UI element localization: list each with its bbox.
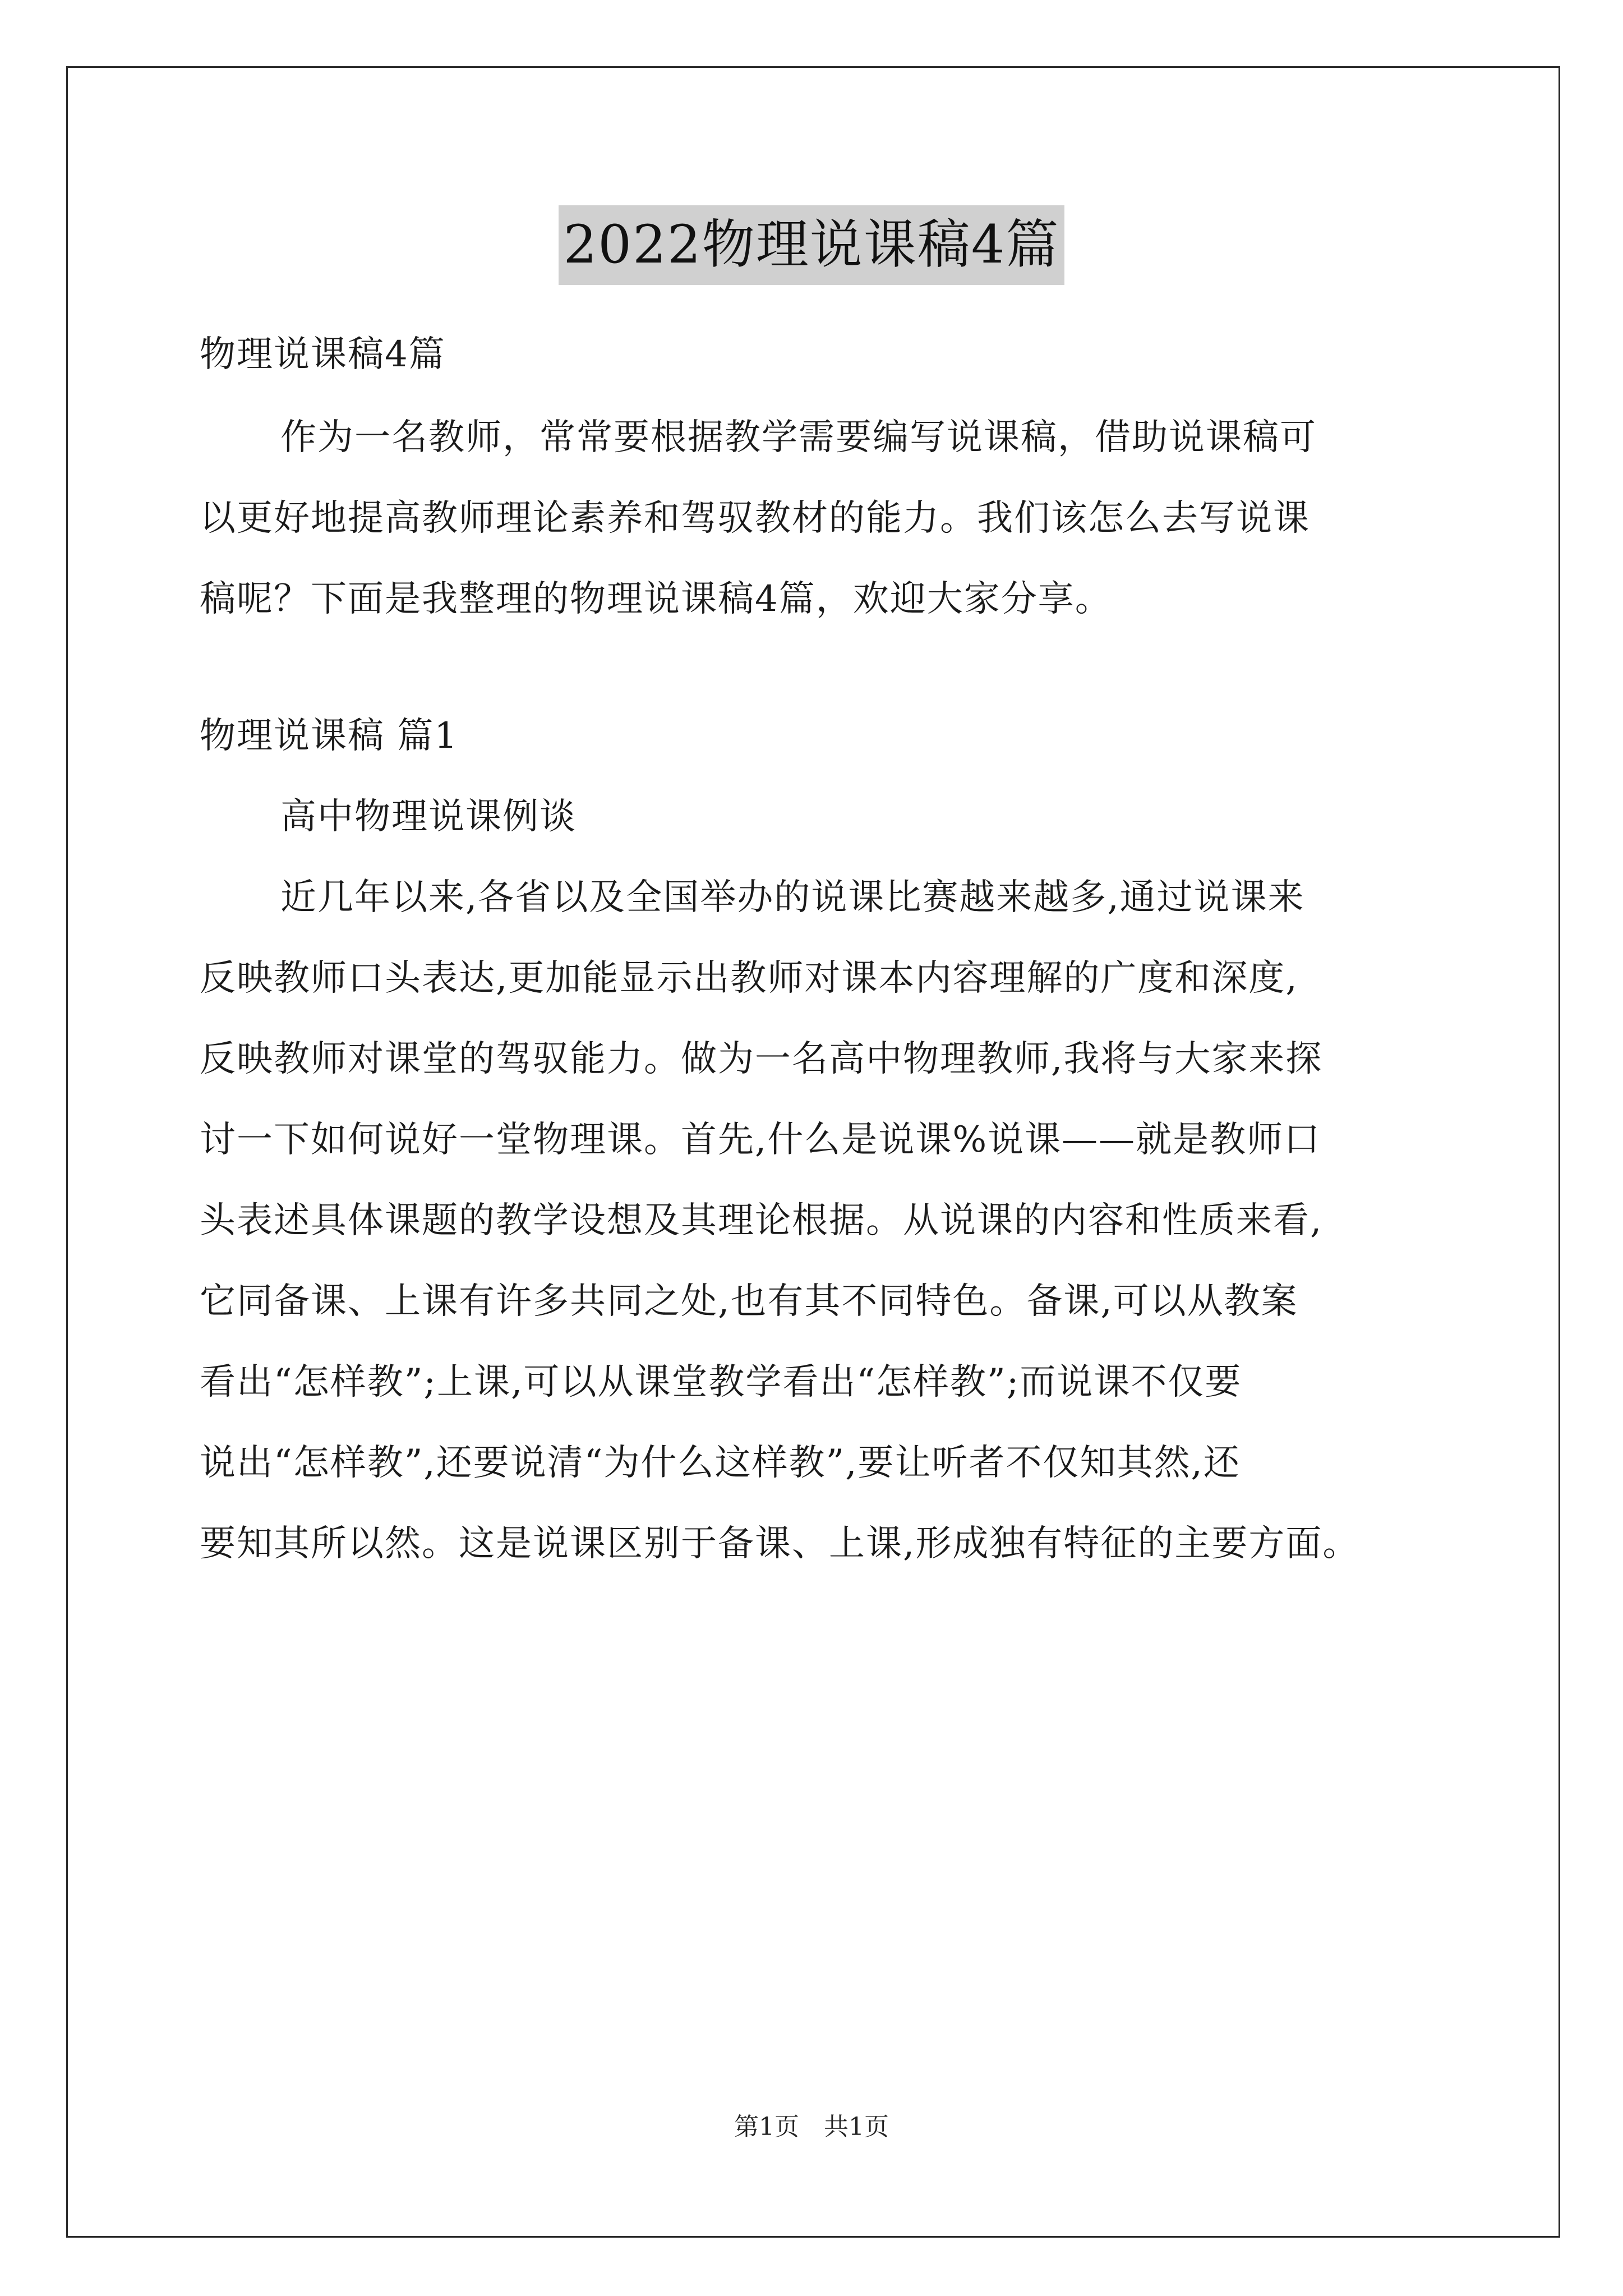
body-paragraph-line: 它同备课、上课有许多共同之处,也有其不同特色。备课,可以从教案 <box>200 1281 1298 1322</box>
intro-paragraph-line: 以更好地提高教师理论素养和驾驭教材的能力。我们该怎么去写说课 <box>200 498 1310 539</box>
body-paragraph-line: 头表述具体课题的教学设想及其理论根据。从说课的内容和性质来看, <box>200 1200 1323 1241</box>
body-paragraph-line: 反映教师口头表达,更加能显示出教师对课本内容理解的广度和深度, <box>200 958 1298 999</box>
article-title: 高中物理说课例谈 <box>280 796 577 838</box>
spacer <box>200 639 1433 696</box>
intro-paragraph-line: 稿呢？下面是我整理的物理说课稿4篇，欢迎大家分享。 <box>200 578 1112 620</box>
document-body <box>200 314 1433 1584</box>
body-paragraph-line: 近几年以来,各省以及全国举办的说课比赛越来越多,通过说课来 <box>280 877 1305 918</box>
body-paragraph-line: 看出“怎样教”;上课,可以从课堂教学看出“怎样教”;而说课不仅要 <box>200 1361 1242 1403</box>
body-paragraph-line: 讨一下如何说好一堂物理课。首先,什么是说课%说课——就是教师口 <box>200 1119 1321 1161</box>
intro-paragraph-line: 作为一名教师，常常要根据教学需要编写说课稿，借助说课稿可 <box>280 417 1317 458</box>
document-title: 2022物理说课稿4篇 <box>559 205 1064 285</box>
section-heading: 物理说课稿 篇1 <box>200 715 459 757</box>
body-paragraph-line: 反映教师对课堂的驾驭能力。做为一名高中物理教师,我将与大家来探 <box>200 1038 1323 1080</box>
document-subtitle: 物理说课稿4篇 <box>200 334 446 375</box>
body-paragraph-line: 要知其所以然。这是说课区别于备课、上课,形成独有特征的主要方面。 <box>200 1523 1360 1565</box>
body-paragraph-line: 说出“怎样教”,还要说清“为什么这样教”,要让听者不仅知其然,还 <box>200 1442 1241 1484</box>
title-container <box>0 205 1623 285</box>
page-footer: 第1页 共1页 <box>734 2113 889 2141</box>
